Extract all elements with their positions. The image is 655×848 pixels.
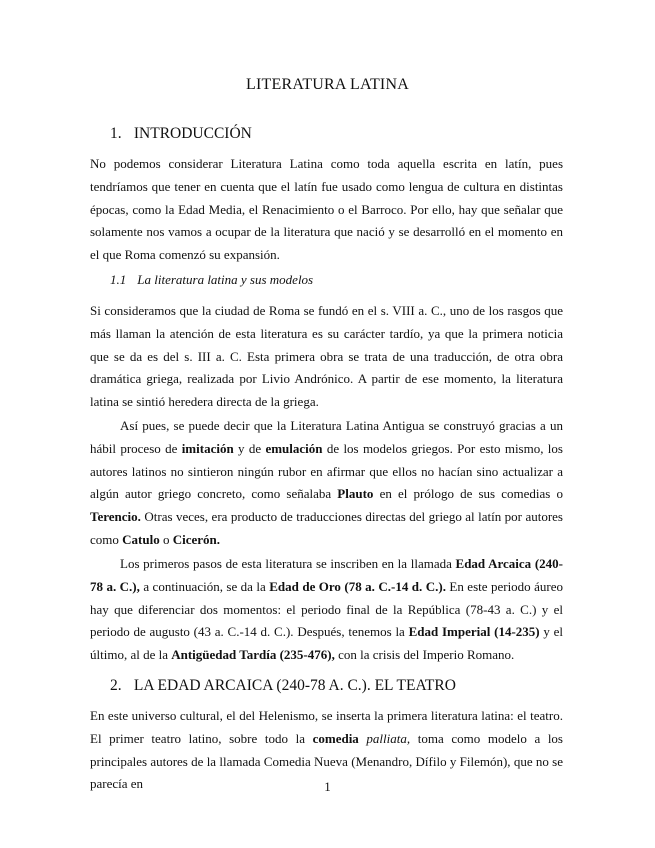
section-heading-introduccion xyxy=(110,125,252,143)
text-run: en el prólogo de sus comedias o xyxy=(373,486,563,502)
bold-term: imitación xyxy=(181,440,234,456)
section-title: LA EDAD ARCAICA (240-78 A. C.). EL TEATRO xyxy=(133,677,456,694)
text-run: o xyxy=(159,531,173,547)
section-title: INTRODUCCIÓN xyxy=(133,125,252,142)
bold-term: Antigüedad Tardía (235-476), xyxy=(171,647,335,663)
text-run: Así pues, se puede decir que la Literatura Latina Antigua se construyó gracias a un hábil proceso de xyxy=(90,418,563,456)
section-number: 1. xyxy=(110,125,122,142)
bold-term: Catulo xyxy=(122,531,160,547)
section-number: 2. xyxy=(110,677,122,694)
page-number: 1 xyxy=(324,779,331,794)
italic-term: palliata, xyxy=(358,730,411,746)
subsection-number: 1.1 xyxy=(110,272,127,287)
paragraph-3 xyxy=(90,415,563,552)
text-run: toma como modelo a los principales autores de la llamada Comedia Nueva (Menandro, Dífilo y Filemón), que no se parecía en xyxy=(90,730,563,792)
text-run: En este periodo áureo hay que diferenciar dos momentos: el periodo final de la República (78-43 a. C.) y el periodo de augusto (43 a. C.-14 d. C.). Después, tenemos la xyxy=(90,578,563,640)
section-heading-edad-arcaica xyxy=(110,677,456,695)
text-run: de los modelos griegos. Por esto mismo, los autores latinos no sintieron ningún rubor en afirmar que ellos no hacían sino actualizar a algún autor griego concreto, como señalaba xyxy=(90,440,563,502)
text-run: a continuación, se da la xyxy=(139,578,270,594)
paragraph-4 xyxy=(90,553,563,667)
bold-term: Edad de Oro (78 a. C.-14 d. C.). xyxy=(269,578,446,594)
subsection-heading xyxy=(110,272,313,288)
bold-term: comedia xyxy=(312,730,359,746)
bold-term: Edad Imperial (14-235) xyxy=(408,624,540,640)
paragraph-2: Si consideramos que la ciudad de Roma se fundó en el s. VIII a. C., uno de los rasgos que más llaman la atención de esta literatura es su carácter tardío, ya que la primera noticia que se da es del s. III a. C. Esta primera obra se trata de una traducción, de otra obra dramática griega, realizada por Livio Andrónico. A partir de ese momento, la literatura latina se sintió heredera directa de la griega. xyxy=(90,303,563,410)
document-title: LITERATURA LATINA xyxy=(246,76,409,93)
bold-term: emulación xyxy=(265,440,323,456)
text-run: En este universo cultural, el del Helenismo, se inserta la primera literatura latina: el teatro. El primer teatro latino, sobre todo la xyxy=(90,708,563,746)
text-run: con la crisis del Imperio Romano. xyxy=(334,647,515,663)
paragraph-1: No podemos considerar Literatura Latina como toda aquella escrita en latín, pues tendríamos que tener en cuenta que el latín fue usado como lengua de cultura en distintas épocas, como la Edad Media, el Renacimiento o el Barroco. Por ello, hay que señalar que solamente nos vamos a ocupar de la literatura que nació y se desarrolló en el momento en el que Roma comenzó su expansión. xyxy=(90,156,563,263)
bold-term: Plauto xyxy=(337,486,374,502)
bold-term: Terencio. xyxy=(90,509,141,525)
text-run: Los primeros pasos de esta literatura se inscriben en la llamada xyxy=(120,556,456,571)
text-run: Otras veces, era producto de traducciones directas del griego al latín por autores como xyxy=(90,509,563,547)
subsection-title: La literatura latina y sus modelos xyxy=(137,272,314,287)
text-run: y el último, al de la xyxy=(90,624,564,663)
bold-term: Edad Arcaica (240-78 a. C.), xyxy=(90,556,563,594)
bold-term: Cicerón. xyxy=(172,531,220,547)
text-run: y de xyxy=(233,440,266,456)
